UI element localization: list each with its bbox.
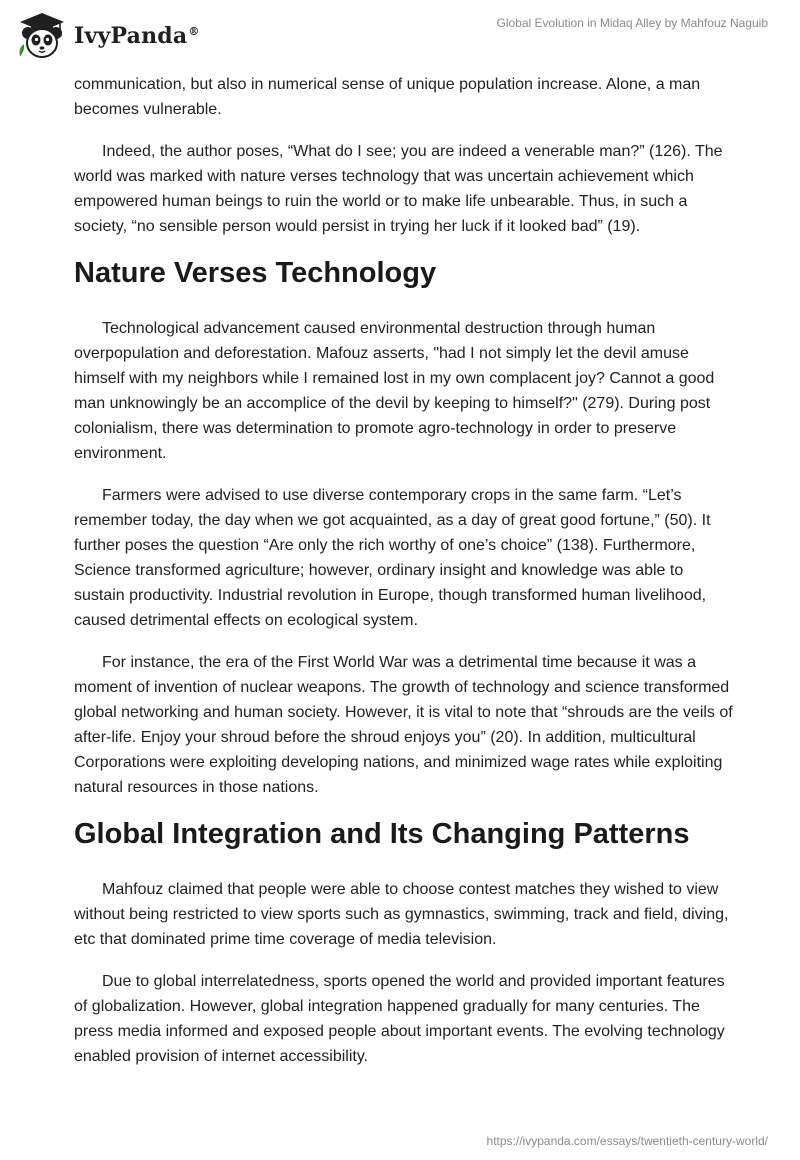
essay-body	[74, 72, 734, 1086]
paragraph: communication, but also in numerical sense of unique population increase. Alone, a man becomes vulnerable.	[74, 76, 701, 118]
registered-mark: ®	[188, 24, 200, 38]
paragraph: For instance, the era of the First World War was a detrimental time because it was a moment of invention of nuclear weapons. The growth of technology and science transformed global networking and human society. However, it is vital to note that “shrouds are the veils of after-life. Enjoy your shroud before the shroud enjoys you” (20). In addition, multicultural Corporations were exploiting developing nations, and minimized wage rates while exploiting natural resources in those nations.	[74, 654, 733, 796]
page-header	[0, 0, 800, 70]
paragraph: Mahfouz claimed that people were able to choose contest matches they wished to view without being restricted to view sports such as gymnastics, swimming, track and field, diving, etc that dominated prime time coverage of media television.	[74, 881, 729, 948]
paragraph: Due to global interrelatedness, sports opened the world and provided important features of globalization. However, global integration happened gradually for many centuries. The press media informed and exposed people about important events. The evolving technology enabled provision of internet accessibility.	[74, 973, 725, 1065]
source-url[interactable]: https://ivypanda.com/essays/twentieth-century-world/	[486, 1134, 768, 1148]
document-title: Global Evolution in Midaq Alley by Mahfouz Naguib	[496, 16, 768, 30]
brand-name: IvyPanda®	[74, 23, 200, 49]
section-heading: Global Integration and Its Changing Patterns	[74, 818, 690, 850]
panda-graduate-icon	[16, 10, 68, 62]
paragraph: Farmers were advised to use diverse contemporary crops in the same farm. “Let’s remember today, the day when we got acquainted, as a day of great good fortune,” (50). It further poses the question “Are only the rich worthy of one’s choice” (138). Furthermore, Science transformed agriculture; however, ordinary insight and knowledge was able to sustain productivity. Industrial revolution in Europe, though transformed human livelihood, caused detrimental effects on ecological system.	[74, 487, 711, 629]
paragraph: Technological advancement caused environmental destruction through human overpopulation and deforestation. Mafouz asserts, "had I not simply let the devil amuse himself with my neighbors while I remained lost in my own complacent joy? Cannot a good man unknowingly be an accomplice of the devil by keeping to himself?" (279). During post colonialism, there was determination to promote agro-technology in order to preserve environment.	[74, 320, 715, 462]
ivypanda-logo[interactable]	[16, 10, 200, 62]
section-heading: Nature Verses Technology	[74, 257, 437, 289]
paragraph: Indeed, the author poses, “What do I see; you are indeed a venerable man?” (126). The world was marked with nature verses technology that was uncertain achievement which empowered human beings to ruin the world or to make life unbearable. Thus, in such a society, “no sensible person would persist in trying her luck if it looked bad” (19).	[74, 143, 723, 235]
